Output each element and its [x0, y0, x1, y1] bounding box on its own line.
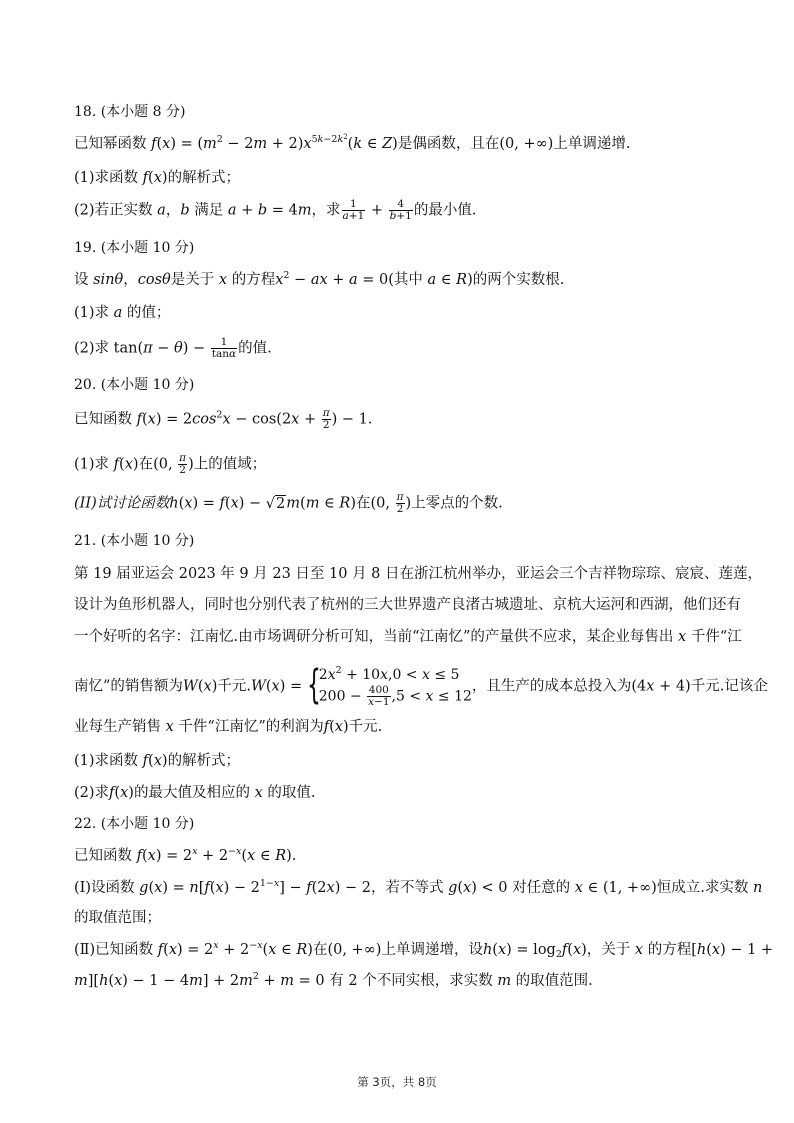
page-footer: 第 3页，共 8页: [357, 1075, 437, 1089]
q20-part2: (II)试讨论函数h(x) = f(x) − √2m(m ∈ R)在(0, $\frac{\pi}{2}$ )上零点的个数.: [74, 491, 503, 515]
q19-part2: (2)求 tan(π − θ) − $\frac{1}{\tan\alpha}$ 的值.: [74, 336, 272, 360]
q19-part1: (1)求 a 的值；: [74, 305, 171, 321]
q21-line4: 南忆”的销售额为W(x)千元.W(x) = { $2x^2 + 10x,0 < x \le 5$ 200 − $\frac{400}{x-1}$ ,5 < x ≤ 12 ，且生产的成本总投入为(4x + 4)千元.记该企: [74, 662, 768, 708]
q22-part2-line1: (Ⅱ)已知函数 $f(x) = 2^x + 2^{-x}(x$ ∈ R)在(0, +∞)上单调递增，设$h(x) = \log_2f(x)$，关于 x 的方程[h(x) − 1 +: [74, 940, 774, 960]
q21-line5: 业每生产销售 x 千件“江南忆”的利润为f(x)千元.: [74, 719, 383, 735]
q18-part1: (1)求函数 f(x)的解析式；: [74, 170, 241, 186]
q22-stem: 已知函数 $f(x) = 2^x + 2^{-x}(x$ ∈ R).: [74, 846, 297, 864]
q21-line3: 一个好听的名字：江南忆.由市场调研分析可知，当前“江南忆”的产量供不应求，某企业每售出 x 千件“江: [74, 629, 742, 645]
q21-line2: 设计为鱼形机器人，同时也分别代表了杭州的三大世界遗产良渚古城遗址、京杭大运河和西湖，他们还有: [74, 597, 741, 613]
q18-part2: (2)若正实数 a，b 满足 a + b = 4m，求 $\frac{1}{a+1}$ + $\frac{4}{b+1}$ 的最小值.: [74, 198, 477, 222]
q18-header: 18. (本小题 8 分): [74, 104, 186, 120]
q22-part1-line2: 的取值范围；: [74, 910, 161, 926]
q22-part1-line1: (Ⅰ)设函数 $g(x) = n[f(x) - 2^{1-x}] - f(2x) - 2$，若不等式 g(x) < 0 对任意的 x ∈ (1, +∞)恒成立.求实数 n: [74, 878, 763, 896]
q20-stem: 已知函数 $f(x) = 2\cos^2x - \cos(2x$ + $\frac{\pi}{2}$ ) − 1.: [74, 407, 373, 431]
q19-header: 19. (本小题 10 分): [74, 240, 195, 256]
q19-stem: 设 sinθ，cosθ是关于 x 的方程$x^2$ − ax + a = 0(其中 a ∈ R)的两个实数根.: [74, 270, 565, 288]
q20-header: 20. (本小题 10 分): [74, 377, 195, 393]
q21-line1: 第 19 届亚运会 2023 年 9 月 23 日至 10 月 8 日在浙江杭州举办，亚运会三个吉祥物琮琮、宸宸、莲莲，: [74, 566, 763, 582]
q21-part1: (1)求函数 f(x)的解析式；: [74, 753, 241, 769]
q22-header: 22. (本小题 10 分): [74, 816, 195, 832]
q20-part1: (1)求 f(x)在(0, $\frac{\pi}{2}$ )上的值域；: [74, 452, 267, 476]
q22-part2-line2: $m][h(x) - 1 - 4m] + 2m^2 + m = 0$ 有 2 个不同实根，求实数 m 的取值范围.: [74, 971, 593, 989]
q21-part2: (2)求f(x)的最大值及相应的 x 的取值.: [74, 785, 316, 801]
piecewise-function: { $2x^2 + 10x,0 < x \le 5$ 200 − $\frac{400}{x-1}$ ,5 < x ≤ 12: [306, 662, 472, 708]
q21-header: 21. (本小题 10 分): [74, 533, 195, 549]
q18-stem: 已知幂函数 $f(x) = (m^2 - 2m + 2)x^{5k-2k^2}(k$ ∈ Z)是偶函数，且在(0, +∞)上单调递增.: [74, 133, 631, 152]
